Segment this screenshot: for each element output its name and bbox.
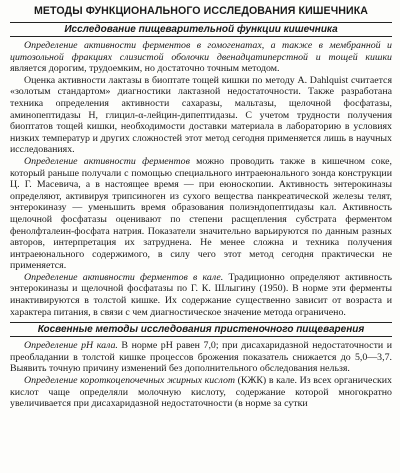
paragraph-scfa (10, 375, 392, 410)
paragraph-ph-lead: Определение рН кала. (24, 340, 118, 352)
paragraph-lactase: Оценка активности лактазы в биоптате тощей кишки по методу A. Dahlquist считается «золотым стандартом» диагностики лактазной недостаточности. Также разработана техника определения активности сахаразы, мальтазы, щелочной фосфатазы, аминопептидазы Н, глицил-α-лейцин-дипептидазы. С учетом трудности получения биоптатов тощей кишки, необходимости доставки материала в лабораторию в условиях низких температур и других сложностей этот метод сегодня применяется лишь в научных исследованиях. (10, 74, 392, 156)
paragraph-homogenates (10, 40, 392, 75)
paragraph-homogenates-text: является дорогим, трудоемким, но достаточно точным методом. (10, 63, 280, 75)
paragraph-scfa-text: (КЖК) в кале. Из всех органических кислот чаще определяли молочную кислоту, содержание которой многократно увеличивается при дисахаридазной недостаточности (в норме за сутки (10, 375, 392, 410)
paragraph-ph-text: В норме рН равен 7,0; при дисахаридазной недостаточности и преобладании в толстой кишке процессов брожения показатель снижается до 5,0—3,7. Выявить точную причину изменений без дополнительного обследования нельзя. (10, 340, 393, 375)
chapter-title: МЕТОДЫ ФУНКЦИОНАЛЬНОГО ИССЛЕДОВАНИЯ КИШЕЧНИКА (33, 5, 369, 17)
paragraph-intestinal-juice-lead: Определение активности ферментов (24, 155, 190, 167)
paragraph-feces-enzymes-text: Традиционно определяют активность энтерокиназы и щелочной фосфатазы по Г. К. Шлыгину (1950). В норме эти ферменты инактивируются в толстой кишке. Их содержание существенно зависит от возраста и характера питания, в связи с чем диагностическое значение метода ограничено. (10, 271, 392, 318)
section-heading-digestive-function: Исследование пищеварительной функции кишечника (10, 22, 392, 37)
paragraph-homogenates-lead: Определение активности ферментов в гомогенатах, а также в мембранной и цитозольной фракциях слизистой оболочки двенадцатиперстной и тощей кишки (10, 40, 392, 63)
paragraph-intestinal-juice-text: можно проводить также в кишечном соке, который раньше получали с помощью специального интраеюнального зонда конструкции Ц. Г. Масевича, а в настоящее время — при еюноскопии. Активность энтерокиназы определяют, активируя трипсиноген из сухого вещества панкреатической железы телят, энтерокиназу — уменьшить время образования полиэндопептидазы кал. Активность щелочной фосфатазы оценивают по степени расщепления субстрата ферментом фенолфталеин-фосфата натрия. Показатели значительно варьируются по данным разных авторов, интерпретация их затруднена. Не менее сложна и техника получения интраеюнального содержимого, в силу чего этот метод сегодня практически не применяется. (10, 155, 393, 272)
paragraph-ph (10, 340, 392, 375)
paragraph-intestinal-juice (10, 156, 392, 272)
section-heading-indirect-methods: Косвенные методы исследования пристеночного пищеварения (10, 322, 392, 337)
paragraph-feces-enzymes (10, 272, 392, 318)
paragraph-feces-enzymes-lead: Определение активности ферментов в кале. (24, 271, 224, 283)
paragraph-scfa-lead: Определение короткоцепочечных жирных кислот (24, 375, 236, 387)
